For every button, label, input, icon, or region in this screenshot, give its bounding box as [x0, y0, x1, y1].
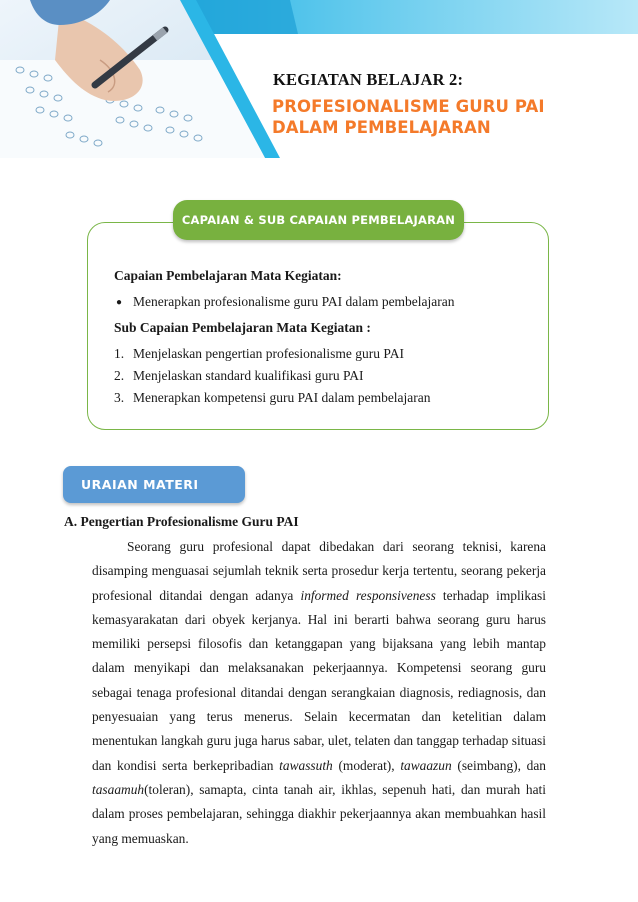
header-banner [0, 0, 638, 170]
sub-item-number: 3. [114, 390, 125, 405]
italic-term: tawaazun [400, 757, 452, 773]
sub-item-text: Menjelaskan pengertian profesionalisme guru PAI [133, 346, 404, 361]
sub-item-text: Menjelaskan standard kualifikasi guru PAI [133, 368, 364, 383]
paragraph-text: terhadap implikasi kemasyarakatan dari obyek kerjanya. Hal ini berarti bahwa seorang guru harus memiliki persepsi filosofis dan ketanggapan yang bijaksana yang lebih mantap dalam menyikapi dan melaksanakan pekerjaannya. Kompetensi seorang guru sebagai tenaga profesional ditandai dengan serangkaian diagnosis, rediagnosis, dan penyesuaian yang terus menerus. Selain kecermatan dan ketelitian dalam menentukan langkah guru juga harus sabar, ulet, telaten dan tanggap terhadap situasi dan kondisi serta berkepribadian [92, 587, 546, 773]
kegiatan-belajar-title: KEGIATAN BELAJAR 2: [273, 70, 464, 89]
main-title [272, 96, 545, 138]
capaian-pill-label: CAPAIAN & SUB CAPAIAN PEMBELAJARAN [181, 213, 456, 227]
body-paragraph [92, 535, 546, 851]
uraian-materi-label: URAIAN MATERI [81, 477, 199, 492]
section-heading: A. Pengertian Profesionalisme Guru PAI [64, 514, 299, 529]
capaian-pill [173, 200, 464, 240]
italic-term: tasaamuh [92, 781, 145, 797]
sub-item-number: 2. [114, 368, 125, 383]
italic-term: informed responsiveness [300, 587, 436, 603]
paragraph-text: Seorang guru profesional dapat dibedakan dari seorang teknisi, karena disamping menguasai sejumlah teknik serta prosedur kerja tertentu, seorang pekerja profesional ditandai dengan adanya [92, 539, 546, 603]
sub-capaian-heading: Sub Capaian Pembelajaran Mata Kegiatan : [114, 320, 371, 335]
main-title-line-1: PROFESIONALISME GURU PAI [272, 97, 545, 116]
italic-term: tawassuth [279, 757, 333, 773]
paragraph-text: (moderat), [332, 757, 401, 773]
capaian-heading: Capaian Pembelajaran Mata Kegiatan: [114, 268, 342, 283]
capaian-bullet-item: Menerapkan profesionalisme guru PAI dalam pembelajaran [133, 294, 455, 309]
main-title-line-2: DALAM PEMBELAJARAN [272, 118, 491, 137]
paragraph-text: (toleran), samapta, cinta tanah air, ikhlas, sepenuh hati, dan murah hati dalam proses pembelajaran, sehingga diakhir pekerjaannya akan membuahkan hasil yang memuaskan. [92, 781, 546, 846]
bullet-dot-icon: ● [116, 297, 123, 308]
sub-item-number: 1. [114, 346, 125, 361]
sub-item-text: Menerapkan kompetensi guru PAI dalam pembelajaran [133, 390, 431, 405]
paragraph-text: (seimbang), dan [451, 757, 546, 773]
uraian-materi-pill [63, 466, 245, 503]
